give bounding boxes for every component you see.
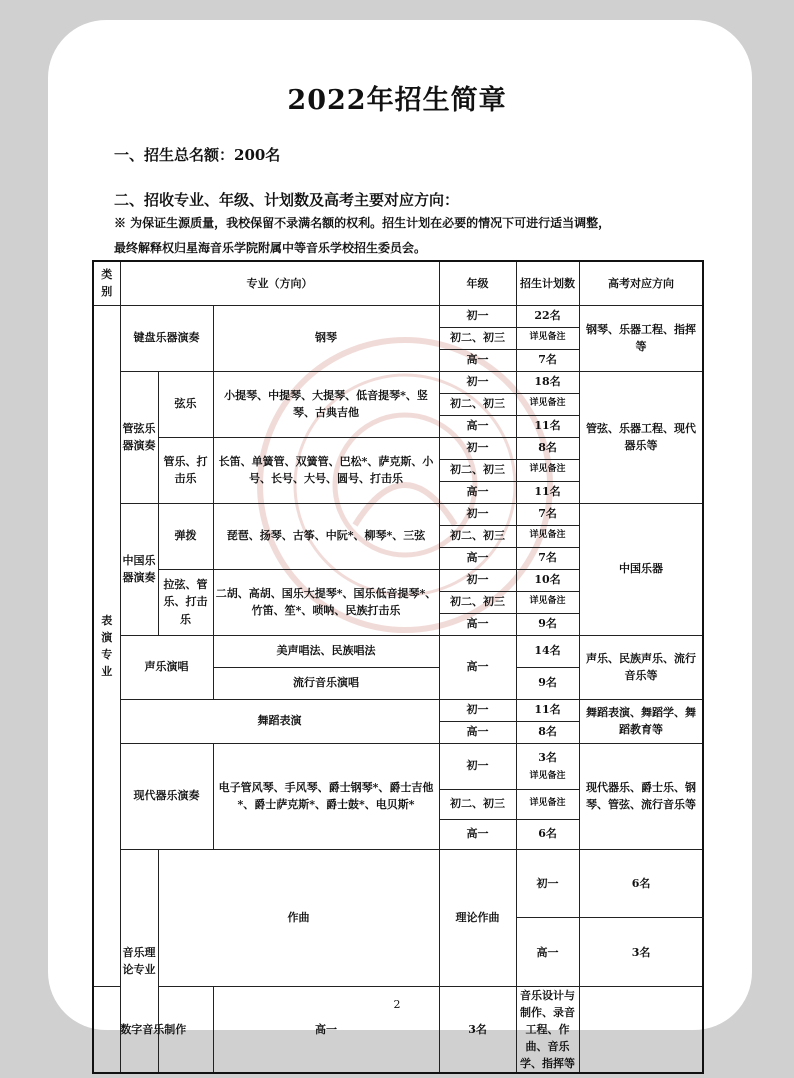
dance-direction: 舞蹈表演、舞蹈学、舞蹈教育等	[579, 699, 703, 743]
section-total-quota: 一、招生总名额：200名	[114, 146, 281, 164]
header-major: 专业（方向）	[120, 261, 439, 305]
plan-cell: 3名	[439, 986, 516, 1073]
table-row	[93, 743, 703, 789]
page-number: 2	[393, 998, 401, 1011]
plucked-label: 弹拨	[158, 503, 213, 569]
plan-value: 3名	[538, 750, 557, 764]
plan-cell: 18名	[516, 371, 579, 393]
grade-cell: 高一	[516, 918, 579, 987]
vocal-detail-2: 流行音乐演唱	[213, 667, 439, 699]
plan-cell: 3名	[579, 918, 703, 987]
strings-detail: 小提琴、中提琴、大提琴、低音提琴*、竖琴、古典吉他	[213, 371, 439, 437]
composition-detail: 理论作曲	[439, 849, 516, 986]
modern-detail: 电子管风琴、手风琴、爵士钢琴*、爵士吉他*、爵士萨克斯*、爵士鼓*、电贝斯*	[213, 743, 439, 849]
modern-direction: 现代器乐、爵士乐、钢琴、管弦、流行音乐等	[579, 743, 703, 849]
plan-cell: 详见备注	[516, 525, 579, 547]
table-row	[93, 699, 703, 721]
bowed-detail: 二胡、高胡、国乐大提琴*、国乐低音提琴*、竹笛、笙*、唢呐、民族打击乐	[213, 569, 439, 635]
strings-label: 弦乐	[158, 371, 213, 437]
grade-cell: 初一	[439, 569, 516, 591]
vocal-label: 声乐演唱	[120, 635, 213, 699]
grade-cell: 初二、初三	[439, 591, 516, 613]
vocal-detail-1: 美声唱法、民族唱法	[213, 635, 439, 667]
section-majors-heading: 二、招收专业、年级、计划数及高考主要对应方向：	[114, 191, 460, 209]
plan-cell: 详见备注	[516, 789, 579, 819]
plan-cell: 14名	[516, 635, 579, 667]
grade-cell: 初二、初三	[439, 525, 516, 547]
grade-cell: 高一	[439, 547, 516, 569]
plan-cell: 8名	[516, 437, 579, 459]
keyboard-label: 键盘乐器演奏	[120, 305, 213, 371]
table-row	[93, 305, 703, 327]
table-row	[93, 371, 703, 393]
grade-cell: 初二、初三	[439, 459, 516, 481]
category-theory: 音乐理论专业	[120, 849, 158, 1073]
plan-cell: 9名	[516, 613, 579, 635]
plan-cell: 8名	[516, 721, 579, 743]
plan-cell: 详见备注	[516, 591, 579, 613]
grade-cell: 初二、初三	[439, 789, 516, 819]
plucked-detail: 琵琶、扬琴、古筝、中阮*、柳琴*、三弦	[213, 503, 439, 569]
dance-label: 舞蹈表演	[120, 699, 439, 743]
table-header-row	[93, 261, 703, 305]
digital-detail: 数字音乐制作	[93, 986, 213, 1073]
grade-cell: 初一	[439, 699, 516, 721]
plan-cell: 11名	[516, 415, 579, 437]
modern-label: 现代器乐演奏	[120, 743, 213, 849]
grade-cell: 高一	[439, 819, 516, 849]
plan-cell: 11名	[516, 699, 579, 721]
page-title: 2022年招生简章	[287, 85, 507, 116]
orchestral-label: 管弦乐器演奏	[120, 371, 158, 503]
plan-cell: 7名	[516, 503, 579, 525]
grade-cell: 初一	[439, 437, 516, 459]
winds-detail: 长笛、单簧管、双簧管、巴松*、萨克斯、小号、长号、大号、圆号、打击乐	[213, 437, 439, 503]
grade-cell: 初一	[516, 849, 579, 918]
grade-cell: 初一	[439, 371, 516, 393]
note-line-1: ※ 为保证生源质量，我校保留不录满名额的权利。招生计划在必要的情况下可进行适当调整，	[114, 216, 611, 230]
bowed-label: 拉弦、管乐、打击乐	[158, 569, 213, 635]
grade-cell: 高一	[213, 986, 439, 1073]
keyboard-detail: 钢琴	[213, 305, 439, 371]
header-plan: 招生计划数	[516, 261, 579, 305]
grade-cell: 初二、初三	[439, 393, 516, 415]
category-performance: 表演专业	[93, 305, 120, 986]
grade-cell: 高一	[439, 721, 516, 743]
plan-cell: 6名	[579, 849, 703, 918]
vocal-direction: 声乐、民族声乐、流行音乐等	[579, 635, 703, 699]
grade-cell: 高一	[439, 481, 516, 503]
orchestral-direction: 管弦、乐器工程、现代器乐等	[579, 371, 703, 503]
table-row	[93, 503, 703, 525]
grade-cell: 初一	[439, 503, 516, 525]
grade-cell: 高一	[439, 415, 516, 437]
vocal-grade: 高一	[439, 635, 516, 699]
plan-cell: 10名	[516, 569, 579, 591]
plan-cell: 7名	[516, 547, 579, 569]
plan-cell: 11名	[516, 481, 579, 503]
header-grade: 年级	[439, 261, 516, 305]
plan-cell: 9名	[516, 667, 579, 699]
plan-cell: 22名	[516, 305, 579, 327]
composition-label: 作曲	[158, 849, 439, 986]
grade-cell: 高一	[439, 349, 516, 371]
header-direction: 高考对应方向	[579, 261, 703, 305]
header-category: 类别	[93, 261, 120, 305]
table-row	[93, 635, 703, 667]
digital-direction: 音乐设计与制作、录音工程、作曲、音乐学、指挥等	[516, 986, 579, 1073]
note-line-2: 最终解释权归星海音乐学院附属中等音乐学校招生委员会。	[114, 241, 427, 255]
plan-cell: 详见备注	[516, 459, 579, 481]
plan-note: 详见备注	[529, 770, 566, 781]
table-row	[93, 849, 703, 918]
admissions-table	[92, 260, 704, 1074]
grade-cell: 初一	[439, 743, 516, 789]
winds-label: 管乐、打击乐	[158, 437, 213, 503]
grade-cell: 初一	[439, 305, 516, 327]
chinese-label: 中国乐器演奏	[120, 503, 158, 635]
plan-cell: 6名	[516, 819, 579, 849]
grade-cell: 高一	[439, 613, 516, 635]
chinese-direction: 中国乐器	[579, 503, 703, 635]
plan-cell: 7名	[516, 349, 579, 371]
keyboard-direction: 钢琴、乐器工程、指挥等	[579, 305, 703, 371]
plan-cell: 详见备注	[516, 327, 579, 349]
plan-cell: 详见备注	[516, 393, 579, 415]
plan-cell	[516, 743, 579, 789]
grade-cell: 初二、初三	[439, 327, 516, 349]
